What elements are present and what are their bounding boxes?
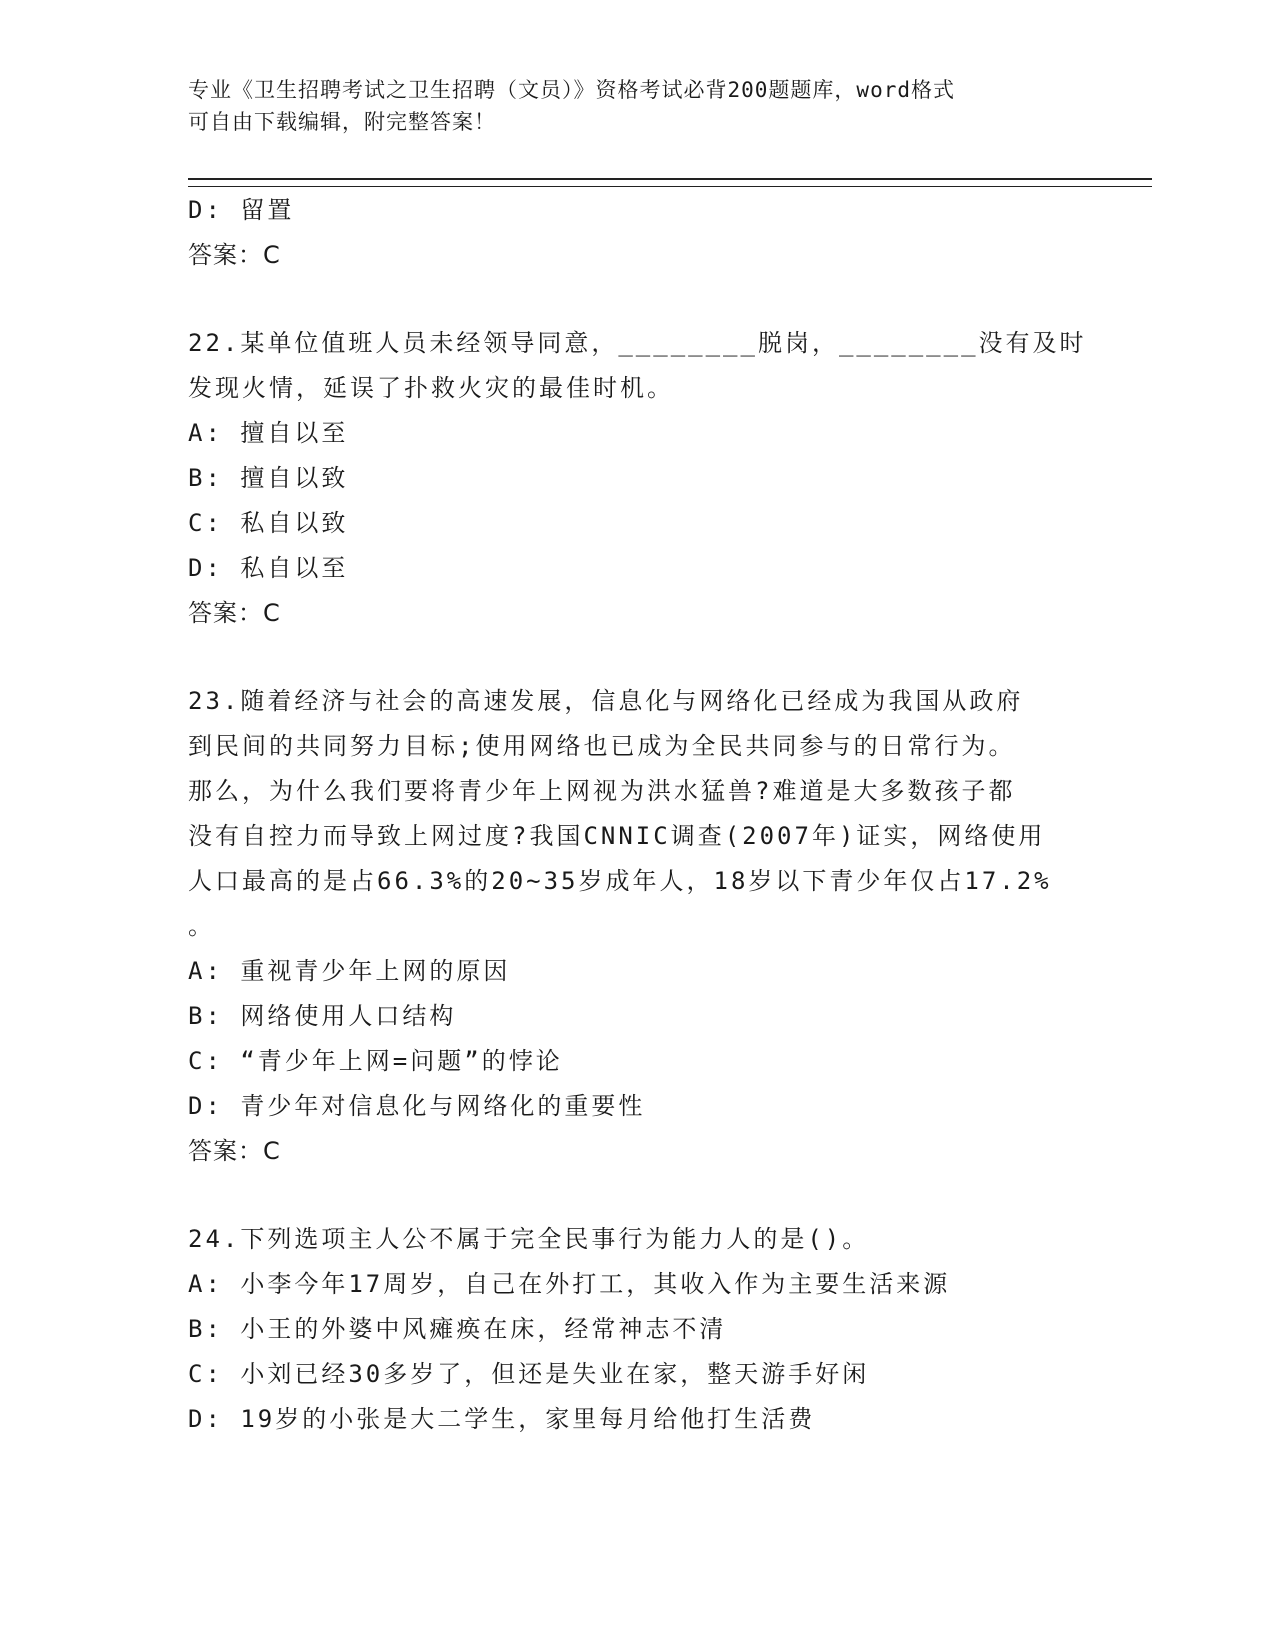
question-text: 没有自控力而导致上网过度?我国CNNIC调查(2007年)证实，网络使用 (188, 822, 1046, 850)
option-c: C: 小刘已经30多岁了，但还是失业在家，整天游手好闲 (188, 1360, 870, 1388)
spacer (188, 278, 1088, 321)
option-d: D: 青少年对信息化与网络化的重要性 (188, 1092, 646, 1120)
question-24 (188, 1217, 1088, 1442)
answer-line: 答案：C (188, 1137, 281, 1165)
option-b: B: 网络使用人口结构 (188, 1002, 457, 1030)
option-d: D: 19岁的小张是大二学生，家里每月给他打生活费 (188, 1405, 816, 1433)
answer-line: 答案：C (188, 599, 281, 627)
question-22 (188, 321, 1088, 636)
answer-line: 答案：C (188, 241, 281, 269)
question-text: 到民间的共同努力目标;使用网络也已成为全民共同参与的日常行为。 (188, 732, 1016, 760)
question-text: 22.某单位值班人员未经领导同意，________脱岗，________没有及时 (188, 329, 1087, 357)
document-body (188, 188, 1088, 1442)
header-title-line-1: 专业《卫生招聘考试之卫生招聘（文员）》资格考试必背200题题库，word格式 (188, 78, 955, 102)
previous-question-tail (188, 188, 1088, 278)
header-title-line-2: 可自由下载编辑，附完整答案！ (188, 110, 496, 134)
question-text: 24.下列选项主人公不属于完全民事行为能力人的是()。 (188, 1225, 870, 1253)
option-c: C: “青少年上网=问题”的悖论 (188, 1047, 563, 1075)
option-b: B: 小王的外婆中风瘫痪在床，经常神志不清 (188, 1315, 727, 1343)
option-a: A: 重视青少年上网的原因 (188, 957, 511, 985)
option-d: D: 私自以至 (188, 554, 349, 582)
option-d: D: 留置 (188, 196, 295, 224)
option-c: C: 私自以致 (188, 509, 349, 537)
question-text: 23.随着经济与社会的高速发展，信息化与网络化已经成为我国从政府 (188, 687, 1024, 715)
question-text: 发现火情，延误了扑救火灾的最佳时机。 (188, 374, 674, 402)
question-text: 人口最高的是占66.3%的20~35岁成年人，18岁以下青少年仅占17.2% (188, 867, 1052, 895)
spacer (188, 636, 1088, 679)
question-text: 那么，为什么我们要将青少年上网视为洪水猛兽?难道是大多数孩子都 (188, 777, 1016, 805)
question-text: 。 (188, 912, 215, 940)
header-divider (188, 178, 1152, 187)
question-23 (188, 679, 1088, 1174)
document-header (188, 74, 1068, 138)
option-a: A: 小李今年17周岁，自己在外打工，其收入作为主要生活来源 (188, 1270, 951, 1298)
spacer (188, 1174, 1088, 1217)
option-b: B: 擅自以致 (188, 464, 349, 492)
option-a: A: 擅自以至 (188, 419, 349, 447)
